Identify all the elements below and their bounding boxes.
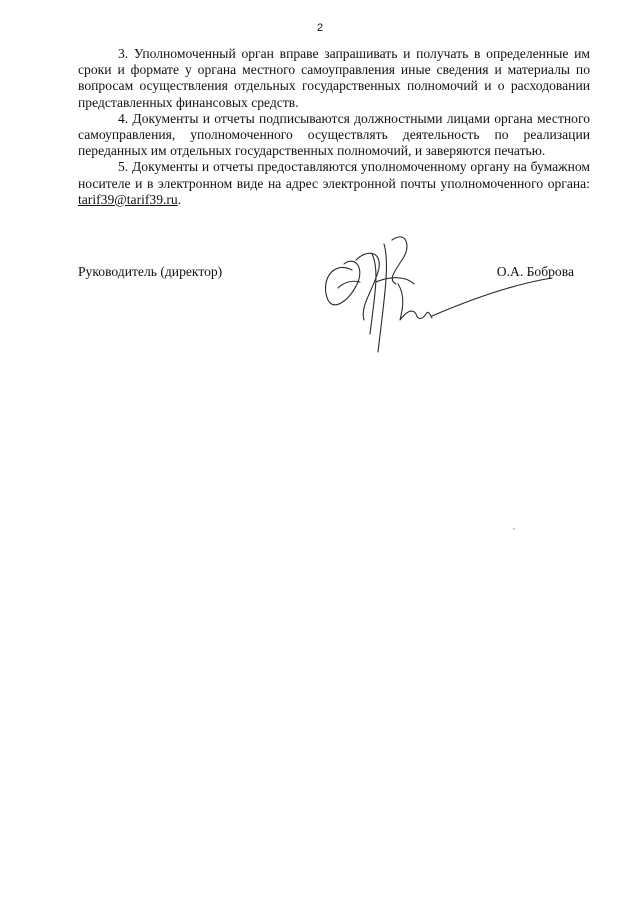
paragraph-3: 3. Уполномоченный орган вправе запрашивать и получать в определенные им сроки и формате у органа местного самоуправления иные сведения и материалы по вопросам осуществления отдельных государственных полномочий и о расходовании представленных финансовых средств. (78, 46, 590, 110)
email-link[interactable]: tarif39@tarif39.ru (78, 191, 178, 207)
page-number: 2 (316, 22, 324, 34)
signer-name: О.А. Боброва (496, 264, 574, 279)
paragraph-5-text: 5. Документы и отчеты предоставляются уполномоченному органу на бумажном носителе и в электронном виде на адрес электронной почты уполномоченного органа: (78, 159, 590, 191)
paragraph-5 (78, 159, 590, 208)
signature-block (78, 264, 590, 384)
paragraph-5-end: . (177, 191, 182, 207)
signer-title: Руководитель (директор) (78, 264, 223, 279)
paragraph-4: 4. Документы и отчеты подписываются должностными лицами органа местного самоуправления, уполномоченного осуществлять деятельность по реализации переданных им отдельных государственных полномочий, и заверяются печатью. (78, 110, 590, 159)
document-body (78, 46, 590, 208)
scan-artifact (513, 528, 515, 530)
handwritten-signature (314, 230, 554, 360)
